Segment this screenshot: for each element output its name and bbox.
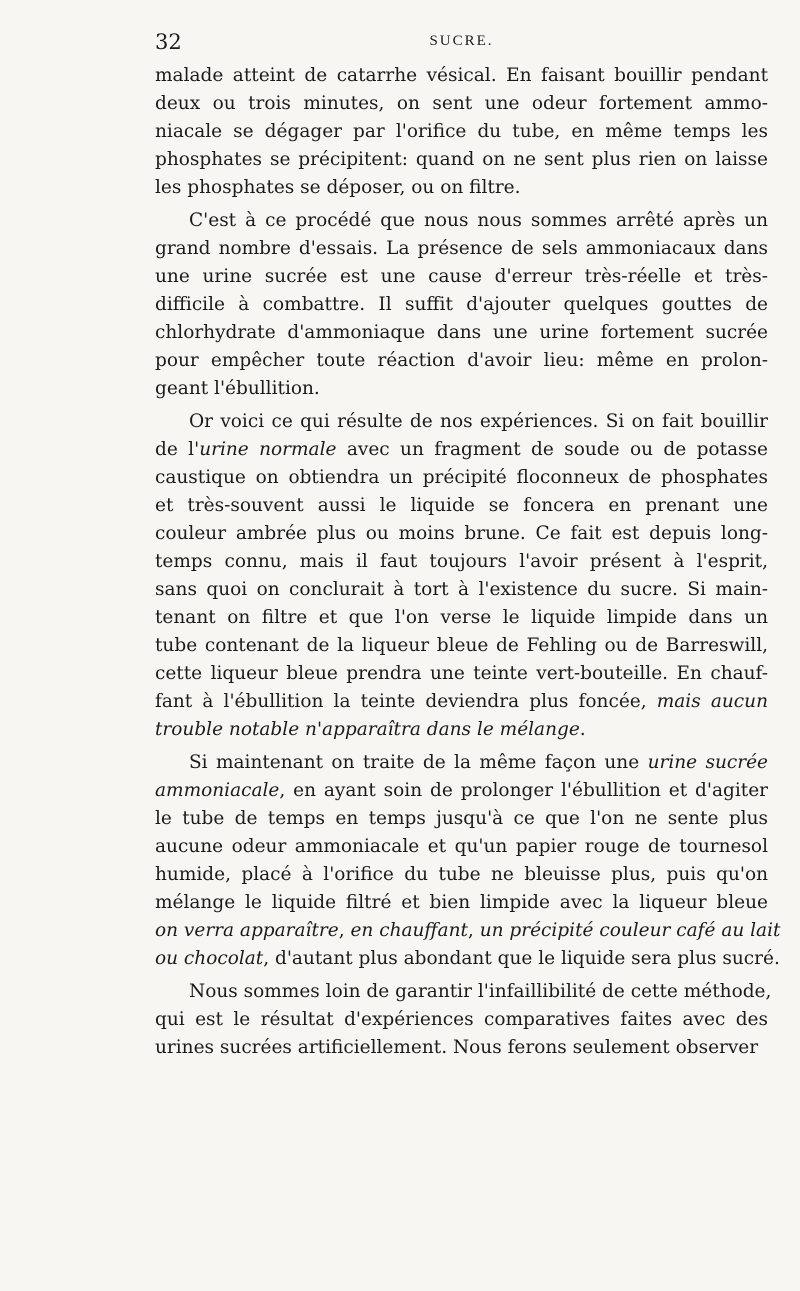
text-line: les phosphates se déposer, ou on filtre. <box>155 177 521 198</box>
text-line: couleur ambrée plus ou moins brune. Ce fait est depuis long- <box>155 523 768 544</box>
paragraph <box>155 62 768 202</box>
text-line: Or voici ce qui résulte de nos expériences. Si on fait bouillir <box>189 411 768 432</box>
text-line: chlorhydrate d'ammoniaque dans une urine fortement sucrée <box>155 322 768 343</box>
text-line: fant à l'ébullition la teinte deviendra plus foncée, mais aucun <box>155 691 768 712</box>
paragraph <box>155 408 768 744</box>
text-line: une urine sucrée est une cause d'erreur très-réelle et très- <box>155 266 768 287</box>
italic-text: un précipité couleur café au lait <box>479 920 781 941</box>
text-line: temps connu, mais il faut toujours l'avoir présent à l'esprit, <box>155 551 768 572</box>
text-line: grand nombre d'essais. La présence de sels ammoniacaux dans <box>155 238 768 259</box>
italic-text: ammoniacale <box>155 780 280 801</box>
running-head: SUCRE. <box>429 33 494 49</box>
page-header <box>155 30 768 60</box>
italic-text: on verra apparaître <box>155 920 339 941</box>
paragraph <box>155 207 768 403</box>
italic-text: urine normale <box>199 439 337 460</box>
text-line: tube contenant de la liqueur bleue de Fehling ou de Barreswill, <box>155 635 768 656</box>
text-line: geant l'ébullition. <box>155 378 320 399</box>
text-line: trouble notable n'apparaîtra dans le mélange. <box>155 719 586 740</box>
text-line: malade atteint de catarrhe vésical. En faisant bouillir pendant <box>155 65 768 86</box>
text-line: mélange le liquide filtré et bien limpide avec la liqueur bleue <box>155 892 768 913</box>
text-line: ou chocolat, d'autant plus abondant que le liquide sera plus sucré. <box>155 948 780 969</box>
text-line: tenant on filtre et que l'on verse le liquide limpide dans un <box>155 607 768 628</box>
paragraph <box>155 978 772 1062</box>
text-line: on verra apparaître, en chauffant, un précipité couleur café au lait <box>155 920 781 941</box>
text-line: ammoniacale, en ayant soin de prolonger l'ébullition et d'agiter <box>155 780 768 801</box>
text-line: deux ou trois minutes, on sent une odeur fortement ammo- <box>155 93 768 114</box>
text-line: Nous sommes loin de garantir l'infaillibilité de cette méthode, <box>189 981 772 1002</box>
text-line: urines sucrées artificiellement. Nous ferons seulement observer <box>155 1037 759 1058</box>
text-line: humide, placé à l'orifice du tube ne bleuisse plus, puis qu'on <box>155 864 768 885</box>
italic-text: en chauffant <box>350 920 468 941</box>
text-line: difficile à combattre. Il suffit d'ajouter quelques gouttes de <box>155 294 768 315</box>
text-line: C'est à ce procédé que nous nous sommes arrêté après un <box>189 210 768 231</box>
text-line: pour empêcher toute réaction d'avoir lieu: même en prolon- <box>155 350 768 371</box>
text-line: niacale se dégager par l'orifice du tube, en même temps les <box>155 121 768 142</box>
italic-text: urine sucrée <box>647 752 768 773</box>
body-text <box>155 62 781 1062</box>
text-line: caustique on obtiendra un précipité floconneux de phosphates <box>155 467 768 488</box>
text-line: phosphates se précipitent: quand on ne sent plus rien on laisse <box>155 149 768 170</box>
text-line: de l'urine normale avec un fragment de soude ou de potasse <box>155 439 768 460</box>
text-line: qui est le résultat d'expériences comparatives faites avec des <box>155 1009 768 1030</box>
text-line: sans quoi on conclurait à tort à l'existence du sucre. Si main- <box>155 579 768 600</box>
text-line: cette liqueur bleue prendra une teinte vert-bouteille. En chauf- <box>155 663 768 684</box>
text-line: et très-souvent aussi le liquide se foncera en prenant une <box>155 495 768 516</box>
italic-text: mais aucun <box>656 691 768 712</box>
text-line: le tube de temps en temps jusqu'à ce que l'on ne sente plus <box>155 808 768 829</box>
italic-text: trouble notable n'apparaîtra dans le mélange <box>155 719 580 740</box>
paragraph <box>155 749 781 973</box>
italic-text: ou chocolat <box>155 948 264 969</box>
page-number: 32 <box>155 30 182 54</box>
text-line: aucune odeur ammoniacale et qu'un papier rouge de tournesol <box>155 836 768 857</box>
text-line: Si maintenant on traite de la même façon une urine sucrée <box>189 752 768 773</box>
